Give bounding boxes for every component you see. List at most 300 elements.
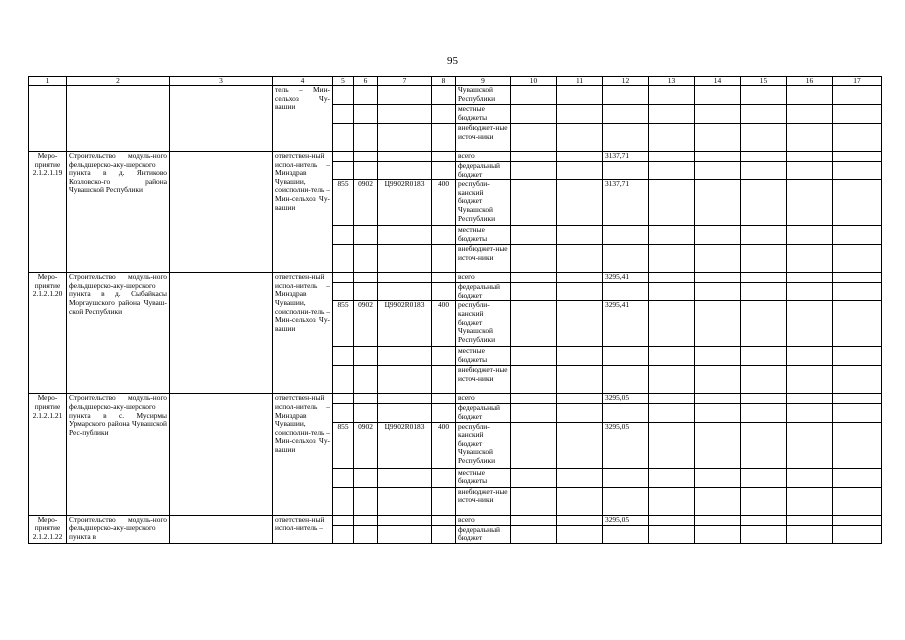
target-article-cell: Ц9902R0183	[378, 301, 432, 347]
amount-cell-14	[695, 487, 741, 515]
amount-cell-11	[557, 226, 603, 245]
amount-cell-17	[833, 468, 882, 487]
amount-cell-12: 3295,41	[603, 301, 649, 347]
code-cell-7	[378, 86, 432, 105]
amount-cell-11	[557, 347, 603, 366]
code-cell-6	[354, 124, 378, 152]
grbs-code-cell	[333, 366, 354, 394]
section-code-cell	[354, 162, 378, 180]
grbs-code-cell	[333, 273, 354, 283]
amount-cell-13	[649, 422, 695, 468]
amount-cell-11	[557, 124, 603, 152]
section-code-cell: 0902	[354, 180, 378, 226]
amount-cell-12	[603, 366, 649, 394]
measure-id-cell: Меро-приятие 2.1.2.1.20	[29, 273, 67, 394]
expense-type-cell	[432, 468, 456, 487]
funding-source-cell: всего	[456, 152, 511, 162]
amount-cell-16	[787, 124, 833, 152]
amount-cell-14	[695, 152, 741, 162]
column-number-row	[29, 77, 882, 86]
amount-cell-14	[695, 245, 741, 273]
amount-cell-16	[787, 152, 833, 162]
funding-source-cell: федеральный бюджет	[456, 283, 511, 301]
target-article-cell	[378, 245, 432, 273]
grbs-code-cell	[333, 525, 354, 543]
measure-name-cell: Строительство модуль-ного фельдшерско-аку-шерского пункта в д. Сыбайкасы Моргаушского района Чуваш-ской Республики	[67, 273, 170, 394]
page-number: 95	[447, 55, 458, 67]
amount-cell-15	[741, 422, 787, 468]
target-article-cell	[378, 468, 432, 487]
grbs-code-cell: 855	[333, 180, 354, 226]
amount-cell-16	[787, 283, 833, 301]
amount-cell-13	[649, 86, 695, 105]
amount-cell-12: 3137,71	[603, 180, 649, 226]
code-cell-8	[432, 124, 456, 152]
amount-cell-16	[787, 162, 833, 180]
amount-cell-16	[787, 525, 833, 543]
amount-cell-16	[787, 301, 833, 347]
amount-cell-14	[695, 124, 741, 152]
amount-cell-16	[787, 245, 833, 273]
amount-cell-11	[557, 422, 603, 468]
amount-cell-13	[649, 301, 695, 347]
amount-cell-10	[511, 301, 557, 347]
amount-cell-10	[511, 245, 557, 273]
amount-cell-12: 3295,05	[603, 394, 649, 404]
amount-cell-10	[511, 226, 557, 245]
code-cell-6	[354, 105, 378, 124]
measure-name-cell: Строительство модуль-ного фельдшерско-аку-шерского пункта в	[67, 515, 170, 543]
amount-cell-15	[741, 273, 787, 283]
funding-source-cell: местные бюджеты	[456, 347, 511, 366]
amount-cell-12: 3295,05	[603, 422, 649, 468]
section-code-cell: 0902	[354, 422, 378, 468]
amount-cell-13	[649, 347, 695, 366]
amount-cell-16	[787, 404, 833, 422]
amount-cell-15	[741, 124, 787, 152]
code-cell-5	[333, 86, 354, 105]
amount-cell-14	[695, 404, 741, 422]
amount-cell-12	[603, 468, 649, 487]
amount-cell-15	[741, 366, 787, 394]
amount-cell-17	[833, 515, 882, 525]
expense-type-cell	[432, 273, 456, 283]
amount-cell-10	[511, 422, 557, 468]
code-cell-5	[333, 105, 354, 124]
expense-type-cell	[432, 366, 456, 394]
column-number-12: 12	[603, 77, 649, 86]
entry-col3-cell	[170, 515, 273, 543]
funding-source-cell: внебюджет-ные источ-ники	[456, 487, 511, 515]
amount-cell-11	[557, 105, 603, 124]
funding-source-cell: республи-канский бюджет Чувашской Республики	[456, 180, 511, 226]
expense-type-cell	[432, 525, 456, 543]
grbs-code-cell	[333, 487, 354, 515]
amount-cell-12	[603, 347, 649, 366]
amount-cell-11	[557, 525, 603, 543]
target-article-cell	[378, 525, 432, 543]
amount-cell-14	[695, 366, 741, 394]
amount-cell-13	[649, 152, 695, 162]
amount-cell-10	[511, 124, 557, 152]
code-cell-7	[378, 124, 432, 152]
funding-source-cell: всего	[456, 273, 511, 283]
section-code-cell	[354, 283, 378, 301]
target-article-cell	[378, 394, 432, 404]
amount-cell-16	[787, 86, 833, 105]
column-number-6: 6	[354, 77, 378, 86]
amount-cell-10	[511, 525, 557, 543]
amount-cell-17	[833, 105, 882, 124]
expense-type-cell	[432, 404, 456, 422]
section-code-cell	[354, 152, 378, 162]
section-code-cell	[354, 468, 378, 487]
amount-cell-15	[741, 105, 787, 124]
amount-cell-12	[603, 105, 649, 124]
amount-cell-17	[833, 525, 882, 543]
amount-cell-16	[787, 347, 833, 366]
amount-cell-14	[695, 515, 741, 525]
expense-type-cell	[432, 162, 456, 180]
grbs-code-cell	[333, 226, 354, 245]
amount-cell-17	[833, 152, 882, 162]
amount-cell-17	[833, 124, 882, 152]
funding-source-cell: внебюджет-ные источ-ники	[456, 245, 511, 273]
entry-col3-cell	[170, 152, 273, 273]
grbs-code-cell	[333, 394, 354, 404]
amount-cell-13	[649, 515, 695, 525]
amount-cell-16	[787, 487, 833, 515]
code-cell-6	[354, 86, 378, 105]
executor-cell: ответствен-ный испол-нитель –	[273, 515, 333, 543]
table-row	[29, 86, 882, 105]
amount-cell-16	[787, 180, 833, 226]
amount-cell-11	[557, 515, 603, 525]
column-number-16: 16	[787, 77, 833, 86]
column-number-11: 11	[557, 77, 603, 86]
grbs-code-cell: 855	[333, 422, 354, 468]
amount-cell-10	[511, 404, 557, 422]
section-code-cell	[354, 366, 378, 394]
target-article-cell	[378, 347, 432, 366]
amount-cell-14	[695, 283, 741, 301]
expense-type-cell	[432, 152, 456, 162]
amount-cell-14	[695, 422, 741, 468]
amount-cell-11	[557, 394, 603, 404]
amount-cell-10	[511, 366, 557, 394]
target-article-cell	[378, 515, 432, 525]
grbs-code-cell	[333, 283, 354, 301]
section-code-cell	[354, 404, 378, 422]
amount-cell-12	[603, 487, 649, 515]
amount-cell-12	[603, 124, 649, 152]
amount-cell-16	[787, 515, 833, 525]
amount-cell-17	[833, 301, 882, 347]
funding-source-cell: местные бюджеты	[456, 226, 511, 245]
column-number-13: 13	[649, 77, 695, 86]
amount-cell-16	[787, 273, 833, 283]
section-code-cell	[354, 226, 378, 245]
amount-cell-11	[557, 366, 603, 394]
amount-cell-14	[695, 162, 741, 180]
amount-cell-16	[787, 105, 833, 124]
amount-cell-10	[511, 105, 557, 124]
amount-cell-10	[511, 283, 557, 301]
table-row	[29, 152, 882, 162]
amount-cell-11	[557, 468, 603, 487]
section-code-cell	[354, 487, 378, 515]
amount-cell-12	[603, 283, 649, 301]
column-number-9: 9	[456, 77, 511, 86]
amount-cell-11	[557, 487, 603, 515]
target-article-cell	[378, 226, 432, 245]
amount-cell-12	[603, 245, 649, 273]
target-article-cell	[378, 273, 432, 283]
amount-cell-17	[833, 273, 882, 283]
amount-cell-13	[649, 366, 695, 394]
amount-cell-12	[603, 404, 649, 422]
grbs-code-cell	[333, 347, 354, 366]
amount-cell-13	[649, 525, 695, 543]
funding-source-cell: Чувашской Республики	[456, 86, 511, 105]
funding-source-cell: федеральный бюджет	[456, 404, 511, 422]
measure-id-cell: Меро-приятие 2.1.2.1.21	[29, 394, 67, 515]
amount-cell-16	[787, 422, 833, 468]
amount-cell-14	[695, 226, 741, 245]
table-row	[29, 515, 882, 525]
entry-col3-cell	[170, 394, 273, 515]
amount-cell-13	[649, 226, 695, 245]
amount-cell-14	[695, 86, 741, 105]
amount-cell-13	[649, 124, 695, 152]
target-article-cell	[378, 152, 432, 162]
funding-source-cell: всего	[456, 515, 511, 525]
amount-cell-13	[649, 487, 695, 515]
amount-cell-15	[741, 301, 787, 347]
grbs-code-cell	[333, 245, 354, 273]
amount-cell-15	[741, 226, 787, 245]
grbs-code-cell: 855	[333, 301, 354, 347]
amount-cell-15	[741, 245, 787, 273]
amount-cell-15	[741, 162, 787, 180]
amount-cell-14	[695, 525, 741, 543]
section-code-cell: 0902	[354, 301, 378, 347]
section-code-cell	[354, 347, 378, 366]
amount-cell-13	[649, 180, 695, 226]
target-article-cell	[378, 366, 432, 394]
amount-cell-17	[833, 86, 882, 105]
amount-cell-17	[833, 283, 882, 301]
amount-cell-15	[741, 347, 787, 366]
amount-cell-17	[833, 394, 882, 404]
amount-cell-10	[511, 487, 557, 515]
expense-type-cell	[432, 283, 456, 301]
amount-cell-16	[787, 394, 833, 404]
table-row	[29, 273, 882, 283]
section-code-cell	[354, 394, 378, 404]
expense-type-cell	[432, 245, 456, 273]
amount-cell-16	[787, 226, 833, 245]
funding-source-cell: внебюджет-ные источ-ники	[456, 366, 511, 394]
column-number-15: 15	[741, 77, 787, 86]
amount-cell-12	[603, 525, 649, 543]
amount-cell-17	[833, 487, 882, 515]
amount-cell-17	[833, 180, 882, 226]
amount-cell-13	[649, 162, 695, 180]
section-code-cell	[354, 273, 378, 283]
target-article-cell: Ц9902R0183	[378, 180, 432, 226]
amount-cell-10	[511, 273, 557, 283]
amount-cell-13	[649, 105, 695, 124]
target-article-cell: Ц9902R0183	[378, 422, 432, 468]
column-number-10: 10	[511, 77, 557, 86]
target-article-cell	[378, 404, 432, 422]
funding-source-cell: местные бюджеты	[456, 468, 511, 487]
code-cell-8	[432, 86, 456, 105]
amount-cell-10	[511, 86, 557, 105]
amount-cell-17	[833, 245, 882, 273]
amount-cell-14	[695, 394, 741, 404]
executor-cell: ответствен-ный испол-нитель – Минздрав Чувашии, соисполни-тель – Мин-сельхоз Чу-вашии	[273, 394, 333, 515]
amount-cell-12	[603, 162, 649, 180]
amount-cell-15	[741, 468, 787, 487]
amount-cell-10	[511, 468, 557, 487]
expense-type-cell	[432, 487, 456, 515]
amount-cell-12: 3295,05	[603, 515, 649, 525]
amount-cell-12: 3295,41	[603, 273, 649, 283]
measure-id-cell: Меро-приятие 2.1.2.1.22	[29, 515, 67, 543]
amount-cell-13	[649, 394, 695, 404]
executor-cell: тель – Мин-сельхоз Чу-вашии	[273, 86, 333, 152]
amount-cell-11	[557, 152, 603, 162]
funding-source-cell: федеральный бюджет	[456, 525, 511, 543]
section-code-cell	[354, 515, 378, 525]
column-number-4: 4	[273, 77, 333, 86]
column-number-2: 2	[67, 77, 170, 86]
section-code-cell	[354, 525, 378, 543]
amount-cell-13	[649, 245, 695, 273]
column-number-8: 8	[432, 77, 456, 86]
amount-cell-15	[741, 525, 787, 543]
amount-cell-13	[649, 468, 695, 487]
grbs-code-cell	[333, 515, 354, 525]
amount-cell-11	[557, 245, 603, 273]
amount-cell-11	[557, 301, 603, 347]
table-row	[29, 394, 882, 404]
column-number-7: 7	[378, 77, 432, 86]
amount-cell-17	[833, 226, 882, 245]
amount-cell-10	[511, 347, 557, 366]
amount-cell-11	[557, 283, 603, 301]
amount-cell-10	[511, 394, 557, 404]
amount-cell-15	[741, 152, 787, 162]
entry-name-cell	[67, 86, 170, 152]
amount-cell-15	[741, 404, 787, 422]
amount-cell-13	[649, 283, 695, 301]
amount-cell-10	[511, 162, 557, 180]
amount-cell-17	[833, 347, 882, 366]
amount-cell-14	[695, 347, 741, 366]
expense-type-cell	[432, 515, 456, 525]
amount-cell-10	[511, 152, 557, 162]
expense-type-cell: 400	[432, 422, 456, 468]
program-table	[28, 76, 882, 544]
funding-source-cell: внебюджет-ные источ-ники	[456, 124, 511, 152]
column-number-5: 5	[333, 77, 354, 86]
code-cell-8	[432, 105, 456, 124]
expense-type-cell	[432, 226, 456, 245]
target-article-cell	[378, 487, 432, 515]
amount-cell-11	[557, 162, 603, 180]
amount-cell-13	[649, 273, 695, 283]
expense-type-cell: 400	[432, 180, 456, 226]
measure-id-cell: Меро-приятие 2.1.2.1.19	[29, 152, 67, 273]
funding-source-cell: республи-канский бюджет Чувашской Республики	[456, 422, 511, 468]
amount-cell-15	[741, 283, 787, 301]
amount-cell-11	[557, 86, 603, 105]
amount-cell-17	[833, 162, 882, 180]
column-number-1: 1	[29, 77, 67, 86]
executor-cell: ответствен-ный испол-нитель – Минздрав Чувашии, соисполни-тель – Мин-сельхоз Чу-вашии	[273, 152, 333, 273]
amount-cell-12	[603, 86, 649, 105]
amount-cell-15	[741, 86, 787, 105]
amount-cell-14	[695, 180, 741, 226]
amount-cell-15	[741, 394, 787, 404]
expense-type-cell	[432, 347, 456, 366]
code-cell-5	[333, 124, 354, 152]
entry-id-cell	[29, 86, 67, 152]
amount-cell-11	[557, 180, 603, 226]
amount-cell-11	[557, 273, 603, 283]
column-number-17: 17	[833, 77, 882, 86]
entry-col3-cell	[170, 86, 273, 152]
funding-source-cell: местные бюджеты	[456, 105, 511, 124]
measure-name-cell: Строительство модуль-ного фельдшерско-аку-шерского пункта в д. Янтиково Козловско-го района Чувашской Республики	[67, 152, 170, 273]
amount-cell-15	[741, 180, 787, 226]
amount-cell-12: 3137,71	[603, 152, 649, 162]
target-article-cell	[378, 162, 432, 180]
amount-cell-15	[741, 487, 787, 515]
funding-source-cell: федеральный бюджет	[456, 162, 511, 180]
target-article-cell	[378, 283, 432, 301]
expense-type-cell	[432, 394, 456, 404]
amount-cell-14	[695, 468, 741, 487]
amount-cell-16	[787, 366, 833, 394]
code-cell-7	[378, 105, 432, 124]
amount-cell-14	[695, 301, 741, 347]
amount-cell-13	[649, 404, 695, 422]
amount-cell-10	[511, 180, 557, 226]
amount-cell-15	[741, 515, 787, 525]
amount-cell-11	[557, 404, 603, 422]
expense-type-cell: 400	[432, 301, 456, 347]
column-number-3: 3	[170, 77, 273, 86]
section-code-cell	[354, 245, 378, 273]
amount-cell-10	[511, 515, 557, 525]
grbs-code-cell	[333, 162, 354, 180]
grbs-code-cell	[333, 468, 354, 487]
grbs-code-cell	[333, 152, 354, 162]
measure-name-cell: Строительство модуль-ного фельдшерско-аку-шерского пункта в с. Мусирмы Урмарского района Чувашской Рес-публики	[67, 394, 170, 515]
amount-cell-16	[787, 468, 833, 487]
funding-source-cell: всего	[456, 394, 511, 404]
amount-cell-17	[833, 404, 882, 422]
amount-cell-14	[695, 273, 741, 283]
amount-cell-12	[603, 226, 649, 245]
funding-source-cell: республи-канский бюджет Чувашской Республики	[456, 301, 511, 347]
amount-cell-14	[695, 105, 741, 124]
grbs-code-cell	[333, 404, 354, 422]
